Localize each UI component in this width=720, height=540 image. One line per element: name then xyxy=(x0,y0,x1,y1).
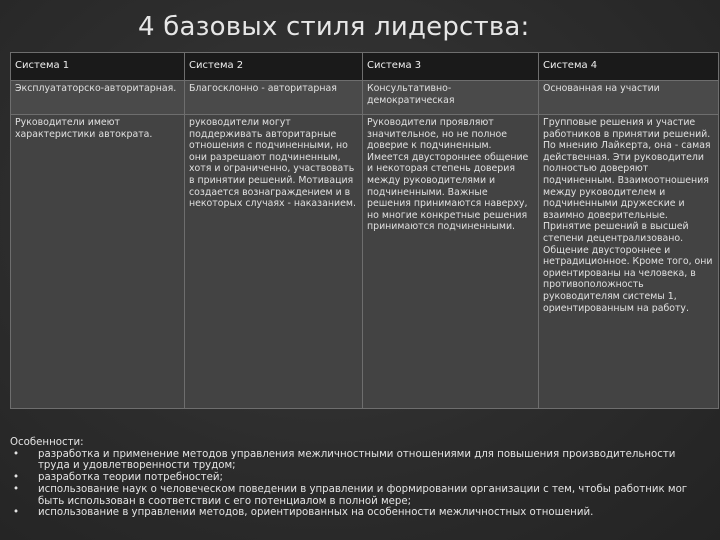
description-system-2: руководители могут поддерживать авторитарные отношения с подчиненными, но они разрешают подчиненным, хотя и ограниченно, участвовать в принятии решений. Мотивация создается вознаграждением и в некоторых случаях - наказанием. xyxy=(185,115,363,409)
bullet-glyph: • xyxy=(13,507,20,519)
description-system-3: Руководители проявляют значительное, но не полное доверие к подчиненным. Имеется двустороннее общение и некоторая степень доверия между руководителями и подчиненными. Важные решения принимаются наверху, но многие конкретные решения принимаются подчиненными. xyxy=(363,115,539,409)
list-item xyxy=(10,449,710,472)
header-system-4: Система 4 xyxy=(539,53,719,81)
header-system-2: Система 2 xyxy=(185,53,363,81)
features-list xyxy=(10,449,710,519)
leadership-styles-table xyxy=(10,52,719,409)
feature-text: использование в управлении методов, ориентированных на особенности межличностных отношений. xyxy=(38,507,594,519)
type-system-3: Консультативно-демократическая xyxy=(363,81,539,115)
features-heading: Особенности: xyxy=(10,437,84,448)
bullet-glyph: • xyxy=(13,472,20,484)
table-header-row xyxy=(11,53,719,81)
type-system-4: Основанная на участии xyxy=(539,81,719,115)
bullet-glyph: • xyxy=(13,448,20,460)
feature-text: разработка теории потребностей; xyxy=(38,472,223,484)
type-system-1: Эксплуататорско-авторитарная. xyxy=(11,81,185,115)
bullet-glyph: • xyxy=(13,483,20,495)
slide-title: 4 базовых стиля лидерства: xyxy=(138,12,530,42)
feature-text: использование наук о человеческом поведении в управлении и формировании организации с тем, чтобы работник мог быть использован в соответствии с его потенциалом в полной мере; xyxy=(38,483,688,507)
list-item xyxy=(10,484,710,507)
feature-text: разработка и применение методов управления межличностными отношениями для повышения производительности труда и удовлетворенности трудом; xyxy=(38,448,676,472)
table-row-types xyxy=(11,81,719,115)
header-system-1: Система 1 xyxy=(11,53,185,81)
list-item xyxy=(10,507,710,519)
table-row-descriptions xyxy=(11,115,719,409)
header-system-3: Система 3 xyxy=(363,53,539,81)
features-section xyxy=(10,437,710,519)
list-item xyxy=(10,472,710,484)
type-system-2: Благосклонно - авторитарная xyxy=(185,81,363,115)
description-system-1: Руководители имеют характеристики автократа. xyxy=(11,115,185,409)
description-system-4: Групповые решения и участие работников в принятии решений. По мнению Лайкерта, она - самая действенная. Эти руководители полностью доверяют подчиненным. Взаимоотношения между руководителем и подчиненными дружеские и взаимно доверительные. Принятие решений в высшей степени децентрализовано. Общение двустороннее и нетрадиционное. Кроме того, они ориентированы на человека, в противоположность руководителям системы 1, ориентированным на работу. xyxy=(539,115,719,409)
